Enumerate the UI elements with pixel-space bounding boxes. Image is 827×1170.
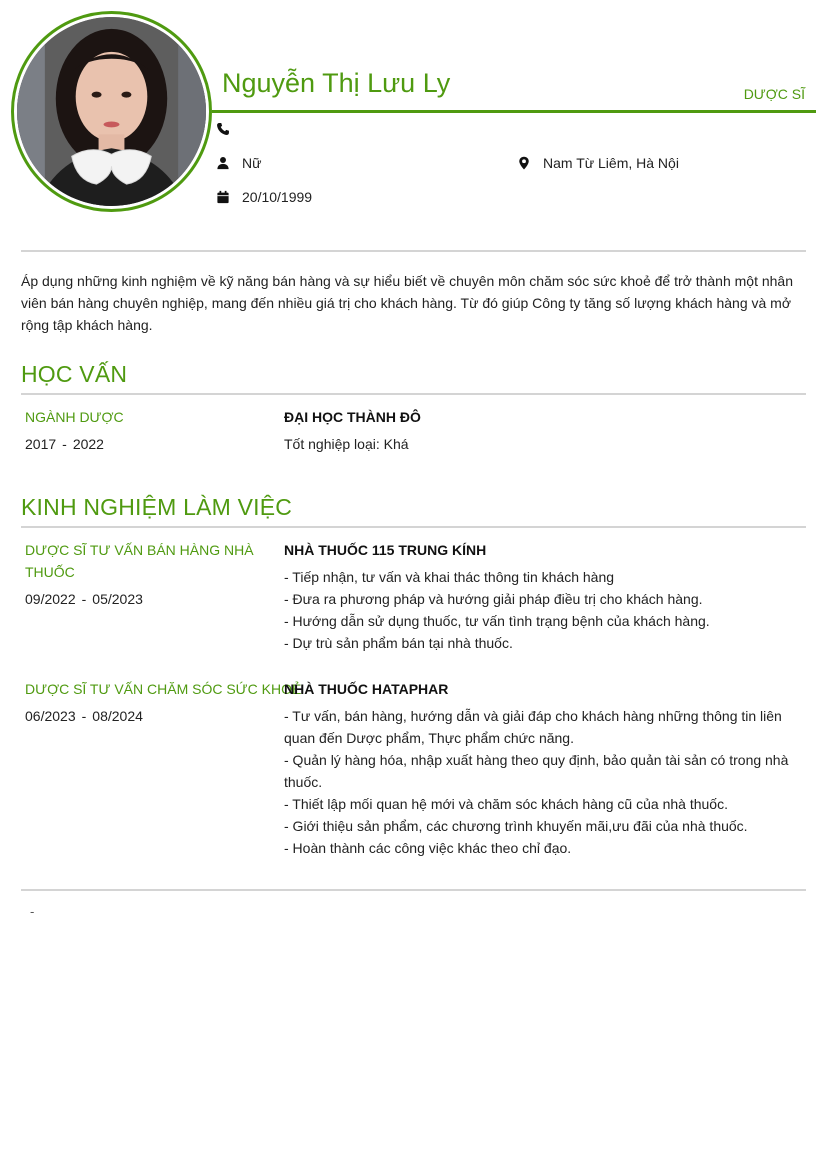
education-major: NGÀNH DƯỢC xyxy=(25,409,124,425)
job-title: DƯỢC SĨ xyxy=(743,86,805,102)
gender-value: Nữ xyxy=(242,155,262,171)
avatar-photo xyxy=(17,17,206,206)
contact-gender xyxy=(216,155,261,171)
section-rule-education xyxy=(21,393,806,395)
location-value: Nam Từ Liêm, Hà Nội xyxy=(543,155,679,171)
footer-dash: - xyxy=(30,904,35,919)
experience-bullet: - Tư vấn, bán hàng, hướng dẫn và giải đáp cho khách hàng những thông tin liên quan đến Dược phẩm, Thực phẩm chức năng. xyxy=(284,708,782,746)
experience-bullet: - Quản lý hàng hóa, nhập xuất hàng theo quy định, bảo quản tài sản có trong nhà thuốc. xyxy=(284,752,789,790)
section-title-education: HỌC VẤN xyxy=(21,361,128,387)
experience-item-right xyxy=(284,539,804,654)
avatar xyxy=(11,11,212,212)
education-detail-block xyxy=(284,433,804,455)
phone-icon xyxy=(216,122,230,136)
contact-location xyxy=(517,155,679,171)
experience-end: 08/2024 xyxy=(92,708,143,724)
education-detail: Tốt nghiệp loại: Khá xyxy=(284,436,409,452)
education-end: 2022 xyxy=(72,436,104,452)
experience-item-right xyxy=(284,678,804,859)
map-pin-icon xyxy=(517,156,531,170)
experience-start: 09/2022 xyxy=(25,591,76,607)
birthday-value: 20/10/1999 xyxy=(242,189,313,205)
section-title-experience: KINH NGHIỆM LÀM VIỆC xyxy=(21,494,293,520)
education-item-right xyxy=(284,406,804,455)
experience-start: 06/2023 xyxy=(25,708,76,724)
experience-bullet: - Hướng dẫn sử dụng thuốc, tư vấn tình trạng bệnh của khách hàng. xyxy=(284,613,710,629)
experience-bullet: - Hoàn thành các công việc khác theo chỉ đạo. xyxy=(284,840,572,856)
calendar-icon xyxy=(216,190,230,204)
education-item-left xyxy=(25,406,280,455)
experience-bullet: - Tiếp nhận, tư vấn và khai thác thông tin khách hàng xyxy=(284,569,615,585)
experience-role: DƯỢC SĨ TƯ VẤN BÁN HÀNG NHÀ THUỐC xyxy=(25,542,254,580)
contact-birthday xyxy=(216,189,312,205)
candidate-name: Nguyễn Thị Lưu Ly xyxy=(222,68,451,98)
section-rule-experience xyxy=(21,526,806,528)
divider xyxy=(21,250,806,252)
experience-bullets xyxy=(284,705,804,859)
experience-bullet: - Thiết lập mối quan hệ mới và chăm sóc khách hàng cũ của nhà thuốc. xyxy=(284,796,728,812)
experience-bullet: - Giới thiệu sản phẩm, các chương trình khuyến mãi,ưu đãi của nhà thuốc. xyxy=(284,818,748,834)
experience-role: DƯỢC SĨ TƯ VẤN CHĂM SÓC SỨC KHOẺ xyxy=(25,681,302,697)
user-icon xyxy=(216,156,230,170)
experience-end: 05/2023 xyxy=(92,591,143,607)
experience-dates: 09/2022 - 05/2023 xyxy=(25,591,143,607)
education-start: 2017 xyxy=(25,436,57,452)
portrait-illustration xyxy=(17,17,206,206)
experience-item-left xyxy=(25,539,280,610)
education-dates: 2017 - 2022 xyxy=(25,436,104,452)
experience-company: NHÀ THUỐC HATAPHAR xyxy=(284,681,449,697)
career-objective: Áp dụng những kinh nghiệm về kỹ năng bán hàng và sự hiểu biết về chuyên môn chăm sóc sức khoẻ để trở thành một nhân viên bán hàng chuyên nghiệp, mang đến nhiều giá trị cho khách hàng. Từ đó giúp Công ty tăng số lượng khách hàng và mở rộng tập khách hàng. xyxy=(21,273,793,333)
divider xyxy=(21,889,806,891)
contact-phone xyxy=(216,122,242,136)
experience-item-left xyxy=(25,678,302,727)
experience-bullet: - Dự trù sản phẩm bán tại nhà thuốc. xyxy=(284,635,513,651)
experience-company: NHÀ THUỐC 115 TRUNG KÍNH xyxy=(284,542,487,558)
experience-bullet: - Đưa ra phương pháp và hướng giải pháp điều trị cho khách hàng. xyxy=(284,591,703,607)
experience-bullets xyxy=(284,566,804,654)
header-rule xyxy=(212,110,816,113)
experience-dates: 06/2023 - 08/2024 xyxy=(25,708,143,724)
education-school: ĐẠI HỌC THÀNH ĐÔ xyxy=(284,409,421,425)
